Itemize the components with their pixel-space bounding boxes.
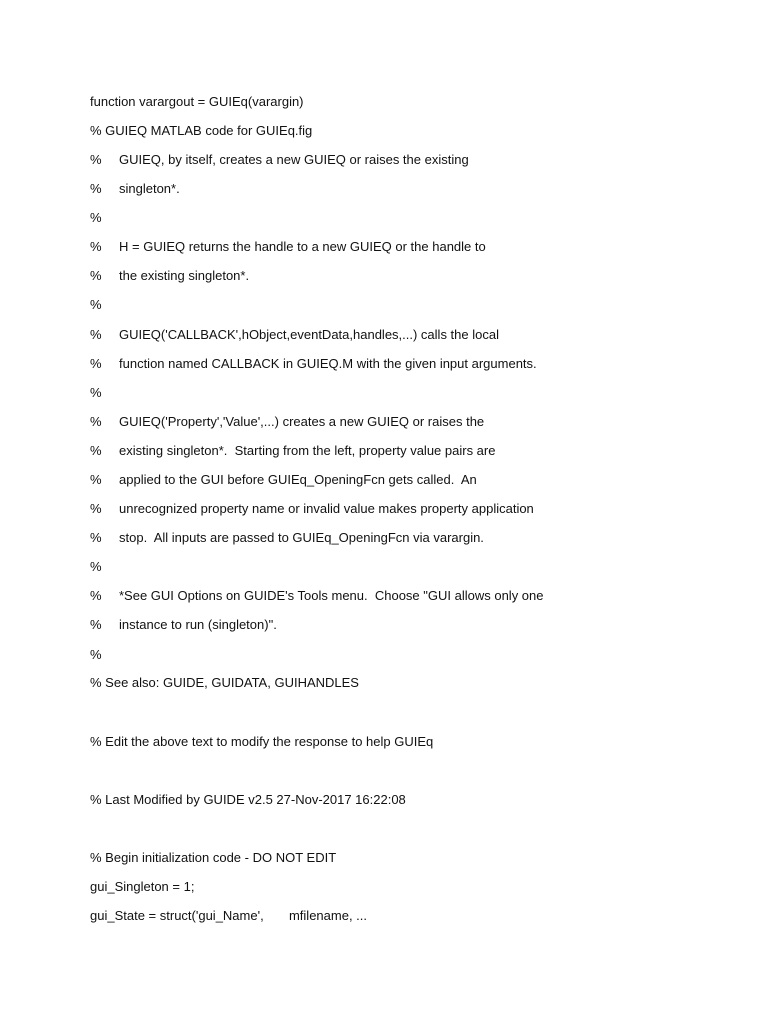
code-line-text: gui_Singleton = 1; xyxy=(90,879,195,894)
comment-marker: % xyxy=(90,152,102,167)
comment-marker: % xyxy=(90,472,102,487)
code-line xyxy=(90,586,544,606)
code-line xyxy=(90,732,433,752)
code-line xyxy=(90,645,119,665)
comment-marker: % xyxy=(90,617,102,632)
comment-marker: % xyxy=(90,268,102,283)
code-line-text: the existing singleton*. xyxy=(119,268,250,283)
code-line-text: % Edit the above text to modify the response to help GUIEq xyxy=(90,734,434,749)
code-line-text: % See also: GUIDE, GUIDATA, GUIHANDLES xyxy=(90,675,359,690)
comment-marker: % xyxy=(90,297,102,312)
code-line-text: GUIEQ, by itself, creates a new GUIEQ or raises the existing xyxy=(119,152,469,167)
code-line-text: applied to the GUI before GUIEq_OpeningFcn gets called. An xyxy=(119,472,477,487)
code-line-text: % Last Modified by GUIDE v2.5 27-Nov-2017 16:22:08 xyxy=(90,792,406,807)
code-line-text: instance to run (singleton)". xyxy=(119,617,277,632)
code-line xyxy=(90,208,119,228)
code-line xyxy=(90,790,406,810)
code-line xyxy=(90,412,484,432)
code-line xyxy=(90,325,499,345)
comment-marker: % xyxy=(90,530,102,545)
code-line xyxy=(90,848,336,868)
comment-marker: % xyxy=(90,210,102,225)
comment-marker: % xyxy=(90,239,102,254)
comment-marker: % xyxy=(90,443,102,458)
code-line-text: unrecognized property name or invalid value makes property application xyxy=(119,501,534,516)
code-line-text: GUIEQ('CALLBACK',hObject,eventData,handles,...) calls the local xyxy=(119,327,499,342)
code-line xyxy=(90,673,359,693)
code-line xyxy=(90,528,484,548)
code-line xyxy=(90,121,312,141)
code-line-text: stop. All inputs are passed to GUIEq_OpeningFcn via varargin. xyxy=(119,530,484,545)
code-line xyxy=(90,150,469,170)
code-line xyxy=(90,877,194,897)
code-line xyxy=(90,92,304,112)
code-line-text: % GUIEQ MATLAB code for GUIEq.fig xyxy=(90,123,313,138)
code-line-text: H = GUIEQ returns the handle to a new GUIEQ or the handle to xyxy=(119,239,486,254)
code-line xyxy=(90,179,180,199)
comment-marker: % xyxy=(90,385,102,400)
comment-marker: % xyxy=(90,181,102,196)
comment-marker: % xyxy=(90,327,102,342)
comment-marker: % xyxy=(90,414,102,429)
code-line-text: singleton*. xyxy=(119,181,180,196)
comment-marker: % xyxy=(90,559,102,574)
code-line xyxy=(90,441,495,461)
code-line xyxy=(90,354,537,374)
code-line xyxy=(90,266,249,286)
code-line xyxy=(90,295,119,315)
code-line-text: function varargout = GUIEq(varargin) xyxy=(90,94,304,109)
comment-marker: % xyxy=(90,501,102,516)
code-line-text: *See GUI Options on GUIDE's Tools menu. Choose "GUI allows only one xyxy=(119,588,544,603)
code-line-text: GUIEQ('Property','Value',...) creates a new GUIEQ or raises the xyxy=(119,414,485,429)
code-line xyxy=(90,906,367,926)
code-line-text: % Begin initialization code - DO NOT EDIT xyxy=(90,850,337,865)
code-line xyxy=(90,237,486,257)
code-line xyxy=(90,383,119,403)
comment-marker: % xyxy=(90,588,102,603)
code-line xyxy=(90,470,477,490)
code-line xyxy=(90,557,119,577)
code-line xyxy=(90,615,277,635)
comment-marker: % xyxy=(90,356,102,371)
code-line xyxy=(90,499,534,519)
comment-marker: % xyxy=(90,647,102,662)
code-line-text: function named CALLBACK in GUIEQ.M with the given input arguments. xyxy=(119,356,537,371)
code-line-text: existing singleton*. Starting from the left, property value pairs are xyxy=(119,443,496,458)
code-line-text: gui_State = struct('gui_Name', mfilename, ... xyxy=(90,908,367,923)
